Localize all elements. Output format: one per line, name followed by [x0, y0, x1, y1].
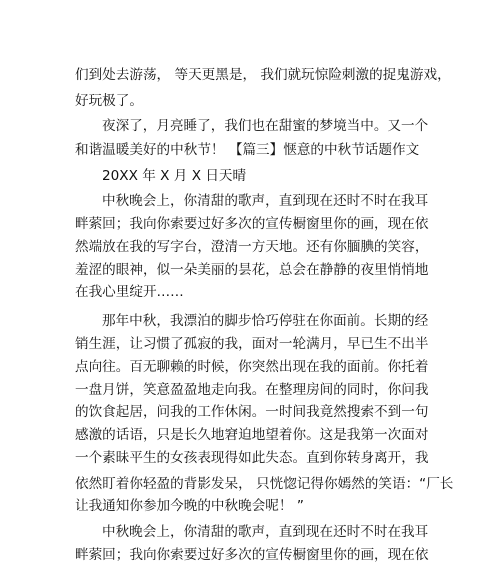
text-line: 依然盯着你轻盈的背影发呆， 只恍惚记得你嫣然的笑语：“厂长 [75, 476, 454, 492]
text-line: 和谐温暖美好的中秋节！ 【篇三】惬意的中秋节话题作文 [75, 142, 420, 158]
text-line: 畔萦回；我向你索要过好多次的宣传橱窗里你的画，现在依 [75, 216, 429, 232]
text-line: 那年中秋，我漂泊的脚步恰巧停驻在你面前。长期的经 [102, 313, 429, 329]
text-line: 一盘月饼，笑意盈盈地走向我。在整理房间的同时，你问我 [75, 382, 429, 398]
text-line: 好玩极了。 [75, 93, 143, 109]
text-line: 点向往。百无聊赖的时候，你突然出现在我的面前。你托着 [75, 359, 429, 375]
text-line: 让我通知你参加今晚的中秋晚会呢！ ” [75, 498, 304, 514]
text-line: 感激的话语，只是长久地窘迫地望着你。这是我第一次面对 [75, 427, 429, 443]
text-line: 畔萦回；我向你索要过好多次的宣传橱窗里你的画，现在依 [75, 547, 429, 563]
text-line: 们到处去游荡， 等天更黑是， 我们就玩惊险刺激的捉鬼游戏， [75, 67, 451, 83]
text-line: 夜深了，月亮睡了，我们也在甜蜜的梦境当中。又一个 [102, 118, 429, 134]
text-line: 羞涩的眼神，似一朵美丽的昙花，总会在静静的夜里悄悄地 [75, 262, 429, 278]
text-line: 在我心里绽开…… [75, 284, 184, 300]
text-line: 一个素昧平生的女孩表现得如此失态。直到你转身离开，我 [75, 450, 429, 466]
text-line: 销生涯，让习惯了孤寂的我，面对一轮满月，早已生不出半 [75, 336, 429, 352]
text-line: 的饮食起居，问我的工作休闲。一时间我竟然搜索不到一句 [75, 404, 429, 420]
text-line: 然端放在我的写字台，澄清一方天地。还有你腼腆的笑容， [75, 239, 429, 255]
text-line: 20XX 年 X 月 X 日天晴 [102, 168, 247, 184]
text-line: 中秋晚会上，你清甜的歌声，直到现在还时不时在我耳 [102, 193, 429, 209]
text-line: 中秋晚会上，你清甜的歌声，直到现在还时不时在我耳 [102, 524, 429, 540]
